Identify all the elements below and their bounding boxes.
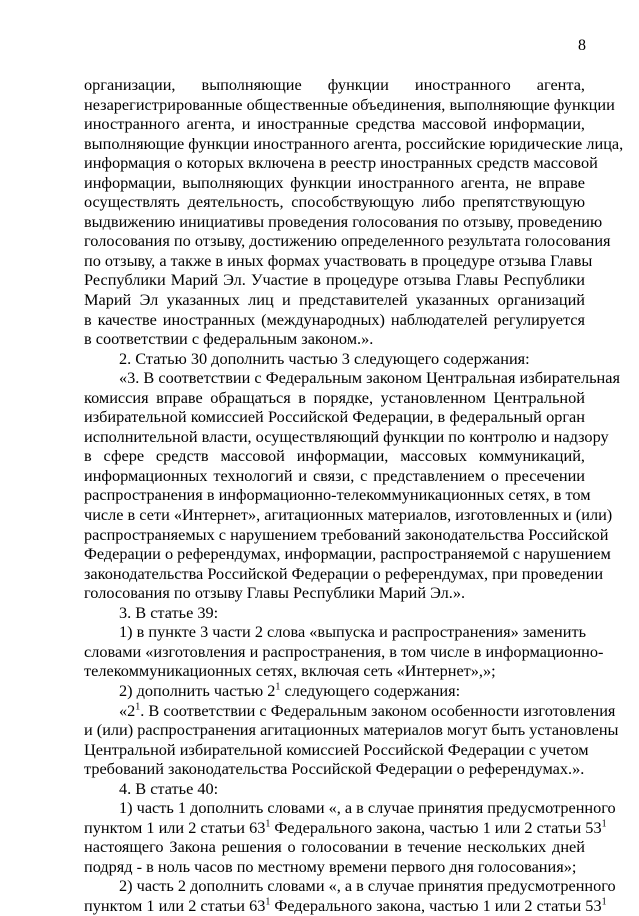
text-line: 4. В статье 40: bbox=[119, 778, 219, 798]
page-number: 8 bbox=[578, 37, 586, 54]
text-line: распространения в информационно-телекоммуникационных сетях, в том bbox=[84, 485, 591, 505]
text-line: требований законодательства Российской Федерации о референдумах.». bbox=[84, 759, 585, 779]
text-line: числе в сети «Интернет», агитационных материалов, изготовленных и (или) bbox=[84, 505, 613, 525]
superscript: 1 bbox=[265, 896, 271, 908]
text-line: 1) часть 1 дополнить словами «, а в случае принятия предусмотренного bbox=[119, 798, 616, 818]
text-line: информация о которых включена в реестр иностранных средств массовой bbox=[84, 153, 598, 173]
text-line: информации, выполняющих функции иностранного агента, не вправе bbox=[84, 172, 585, 192]
text-line: Федерации о референдумах, информации, распространяемой с нарушением bbox=[84, 544, 611, 564]
text-line: законодательства Российской Федерации о референдумах, при проведении bbox=[84, 563, 604, 583]
text-line: пунктом 1 или 2 статьи $63^1$ Федерального закона, частью 1 или 2 статьи $53^1$ bbox=[84, 895, 607, 915]
text-line: информационных технологий и связи, с представлением о пресечении bbox=[84, 465, 585, 485]
paragraph bbox=[84, 349, 585, 369]
text-line: в сфере средств массовой информации, массовых коммуникаций, bbox=[84, 446, 585, 466]
text-line: исполнительной власти, осуществляющий функции по контролю и надзору bbox=[84, 426, 609, 446]
text-line: по отзыву, а также в иных формах участвовать в процедуре отзыва Главы bbox=[84, 250, 593, 270]
text-line: иностранного агента, и иностранные средства массовой информации, bbox=[84, 114, 585, 134]
text-line: 2) часть 2 дополнить словами «, а в случае принятия предусмотренного bbox=[119, 876, 616, 896]
text-line: «3. В соответствии с Федеральным законом Центральная избирательная bbox=[119, 368, 620, 388]
text-line: комиссия вправе обращаться в порядке, установленном Центральной bbox=[84, 387, 585, 407]
text-line: 1) в пункте 3 части 2 слова «выпуска и распространения» заменить bbox=[119, 622, 586, 642]
text-line: «$2^1$. В соответствии с Федеральным законом особенности изготовления bbox=[119, 700, 616, 720]
superscript: 1 bbox=[265, 818, 271, 830]
text-line: голосования по отзыву Главы Республики Марий Эл.». bbox=[84, 583, 466, 603]
text-line: в соответствии с федеральным законом.». bbox=[84, 329, 374, 349]
text-line: пунктом 1 или 2 статьи $63^1$ Федерального закона, частью 1 или 2 статьи $53^1$ bbox=[84, 817, 607, 837]
text-line: и (или) распространения агитационных материалов могут быть установлены bbox=[84, 720, 619, 740]
text-line: Республики Марий Эл. Участие в процедуре отзыва Главы Республики bbox=[84, 270, 585, 290]
superscript: 1 bbox=[601, 896, 607, 908]
text-line: осуществлять деятельность, способствующую либо препятствующую bbox=[84, 192, 585, 212]
text-line: Марий Эл указанных лиц и представителей указанных организаций bbox=[84, 290, 585, 310]
paragraph bbox=[84, 876, 616, 915]
text-line: незарегистрированные общественные объединения, выполняющие функции bbox=[84, 94, 615, 114]
text-line: голосования по отзыву, достижению определенного результата голосования bbox=[84, 231, 611, 251]
text-line: 3. В статье 39: bbox=[119, 602, 219, 622]
text-line: телекоммуникационных сетях, включая сеть «Интернет»,»; bbox=[84, 661, 496, 681]
text-line: настоящего Закона решения о голосовании в течение нескольких дней bbox=[84, 837, 585, 857]
superscript: 1 bbox=[601, 818, 607, 830]
paragraph bbox=[84, 75, 624, 349]
text-line: подряд - в ноль часов по местному времени первого дня голосования»; bbox=[84, 856, 577, 876]
document-body bbox=[84, 75, 624, 916]
paragraph bbox=[84, 779, 585, 799]
text-line: в качестве иностранных (международных) наблюдателей регулируется bbox=[84, 309, 585, 329]
text-line: 2. Статью 30 дополнить частью 3 следующего содержания: bbox=[119, 348, 530, 368]
paragraph bbox=[84, 603, 585, 623]
text-line: словами «изготовления и распространения, в том числе в информационно- bbox=[84, 641, 604, 661]
text-line: распространяемых с нарушением требований законодательства Российской bbox=[84, 524, 609, 544]
paragraph bbox=[84, 622, 604, 681]
text-line: 2) дополнить частью $2^1$ следующего содержания: bbox=[119, 680, 461, 700]
paragraph bbox=[84, 681, 585, 701]
paragraph bbox=[84, 700, 619, 779]
text-line: организации, выполняющие функции иностранного агента, bbox=[84, 75, 585, 94]
text-line: выполняющие функции иностранного агента, российские юридические лица, bbox=[84, 133, 624, 153]
text-line: выдвижению инициативы проведения голосования по отзыву, проведению bbox=[84, 211, 603, 231]
text-line: избирательной комиссией Российской Федерации, в федеральный орган bbox=[84, 407, 585, 427]
superscript: 1 bbox=[275, 681, 281, 693]
paragraph bbox=[84, 798, 616, 876]
text-line: Центральной избирательной комиссией Российской Федерации с учетом bbox=[84, 739, 589, 759]
paragraph bbox=[84, 368, 620, 603]
superscript: 1 bbox=[135, 701, 141, 713]
